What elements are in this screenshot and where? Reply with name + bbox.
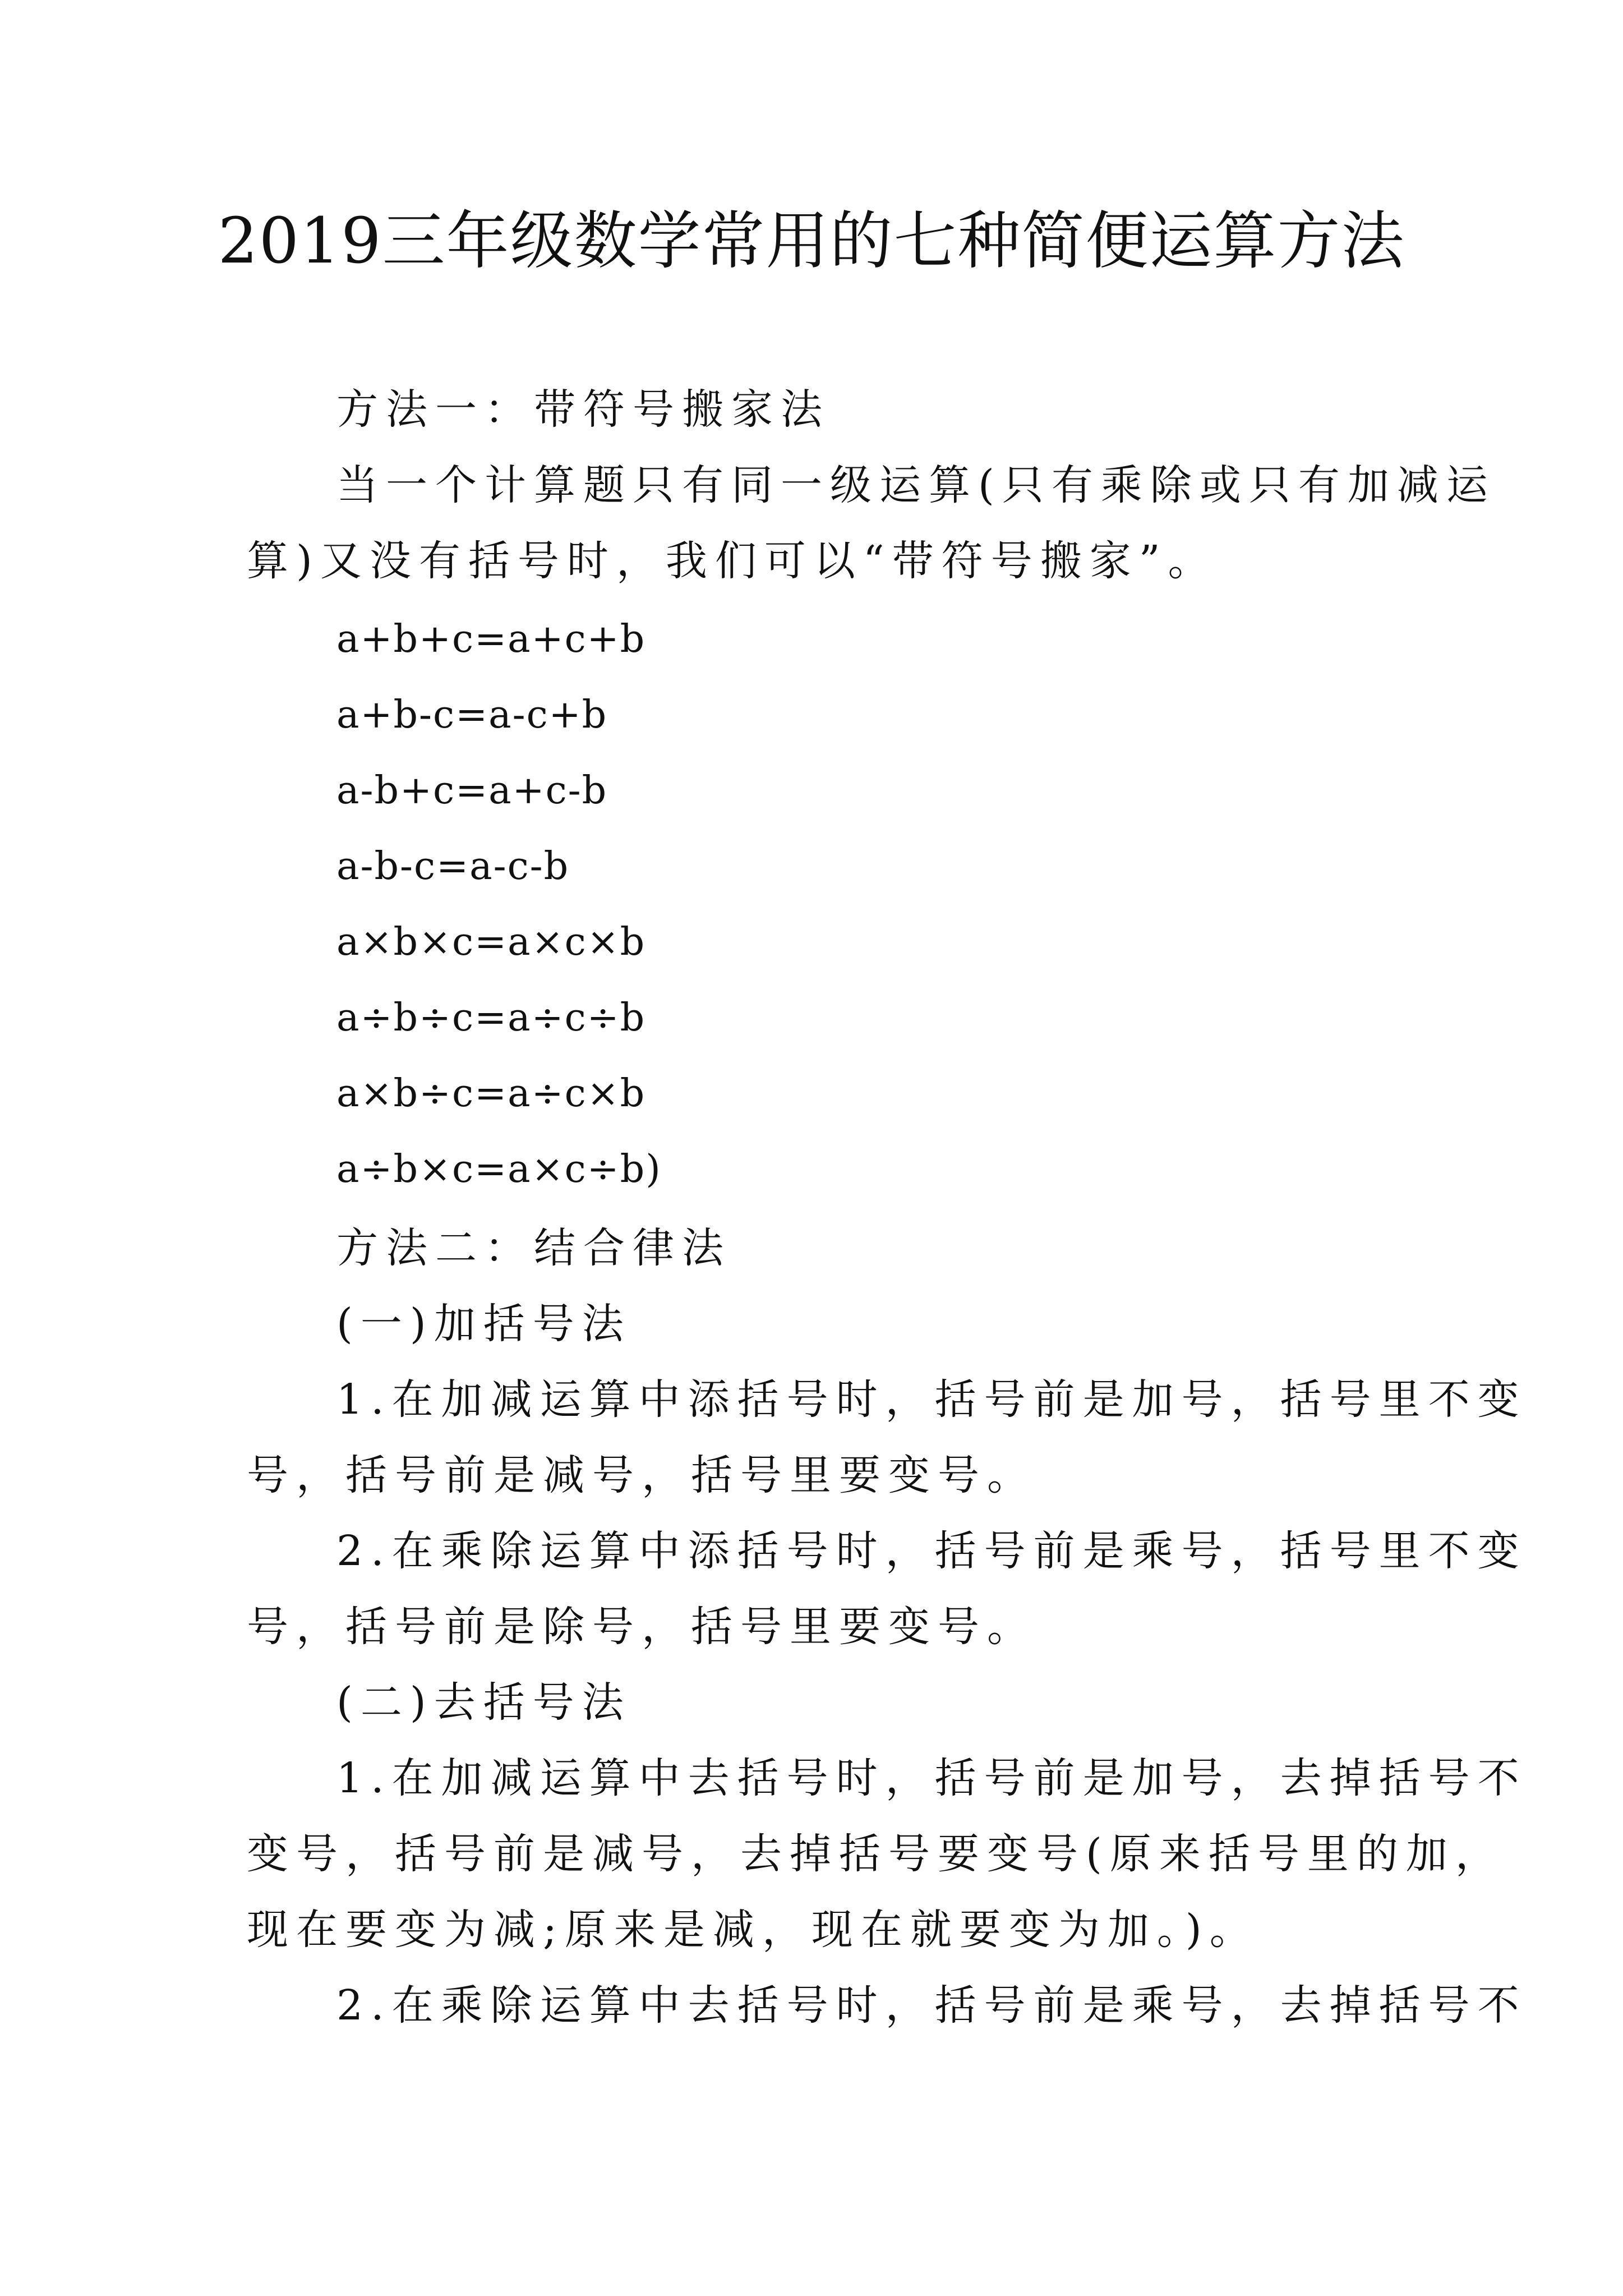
paragraph-line: 1.在加减运算中去括号时，括号前是加号，去掉括号不	[336, 1754, 1527, 1802]
paragraph-line: 2.在乘除运算中去括号时，括号前是乘号，去掉括号不	[336, 1981, 1527, 2030]
formula-line: a-b-c=a-c-b	[336, 844, 570, 889]
method-2-heading: 方法二：结合律法	[336, 1224, 731, 1272]
formula-line: a÷b÷c=a÷c÷b	[336, 996, 646, 1040]
paragraph-line: 2.在乘除运算中添括号时，括号前是乘号，括号里不变	[336, 1527, 1527, 1575]
document-title: 2019三年级数学常用的七种简便运算方法	[218, 205, 1405, 278]
paragraph-line: 变号，括号前是减号，去掉括号要变号(原来括号里的加，	[247, 1830, 1505, 1878]
subheading-remove-brackets: (二)去括号法	[336, 1678, 631, 1727]
formula-line: a-b+c=a+c-b	[336, 769, 608, 813]
paragraph-line: 号，括号前是除号，括号里要变号。	[247, 1603, 1036, 1651]
formula-line: a×b÷c=a÷c×b	[336, 1071, 646, 1116]
subheading-add-brackets: (一)加括号法	[336, 1300, 631, 1348]
formula-line: a+b-c=a-c+b	[336, 693, 608, 737]
paragraph-line: 1.在加减运算中添括号时，括号前是加号，括号里不变	[336, 1375, 1527, 1424]
method-1-heading: 方法一：带符号搬家法	[336, 385, 830, 434]
formula-line: a÷b×c=a×c÷b)	[336, 1147, 662, 1191]
formula-line: a+b+c=a+c+b	[336, 617, 646, 661]
paragraph-line: 当一个计算题只有同一级运算(只有乘除或只有加减运	[336, 461, 1496, 509]
paragraph-line: 号，括号前是减号，括号里要变号。	[247, 1451, 1036, 1499]
paragraph-line: 算)又没有括号时，我们可以“带符号搬家”。	[247, 537, 1218, 585]
paragraph-line: 现在要变为减;原来是减，现在就要变为加。)。	[247, 1906, 1259, 1954]
formula-line: a×b×c=a×c×b	[336, 920, 646, 964]
